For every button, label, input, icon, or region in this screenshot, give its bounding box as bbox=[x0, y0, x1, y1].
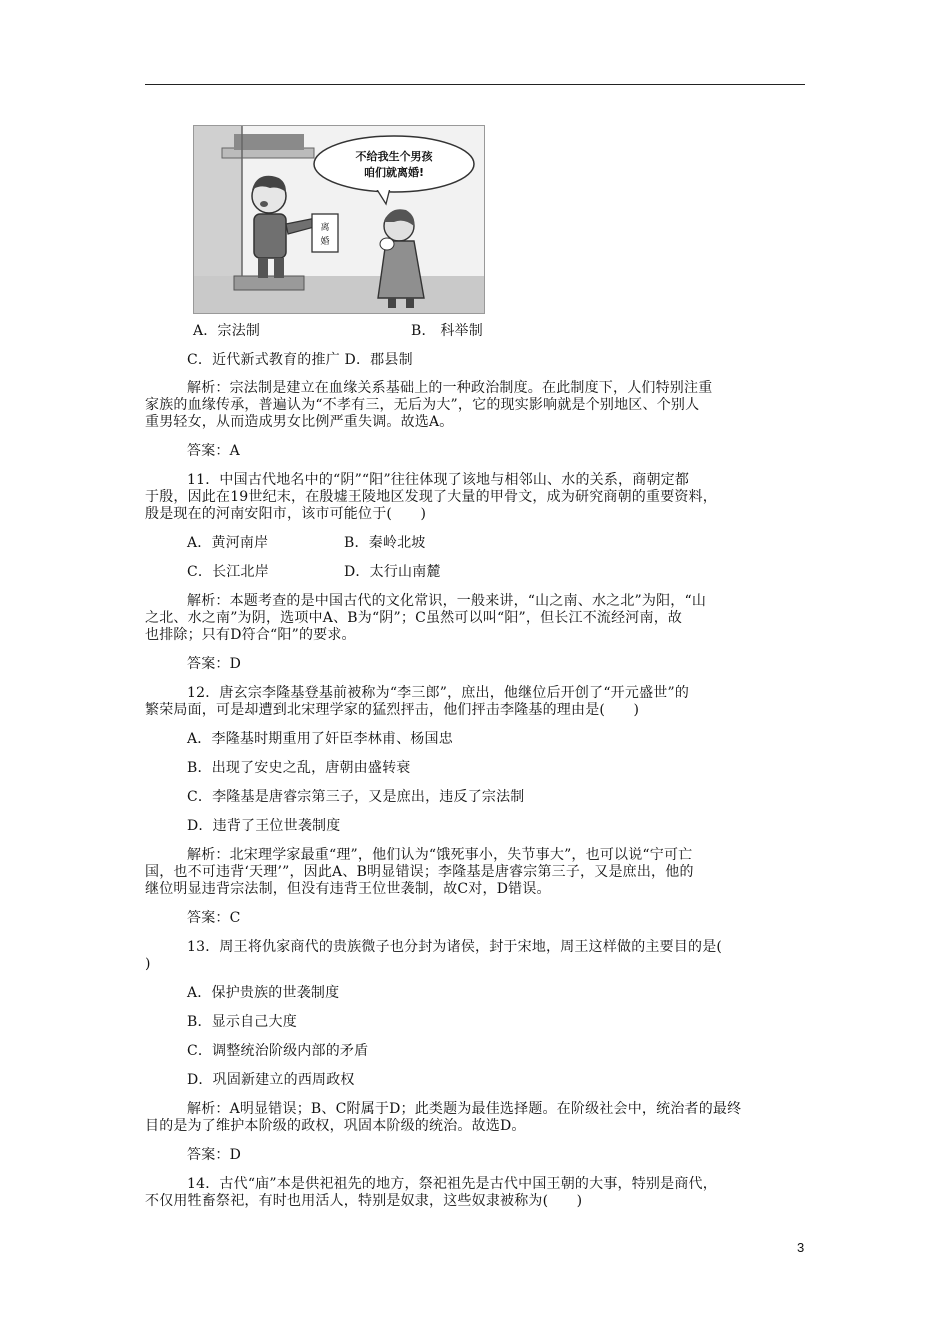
q11-option-d: D．太行山南麓 bbox=[344, 564, 441, 580]
q11-option-a: A．黄河南岸 bbox=[187, 535, 269, 551]
q10-analysis-line: 重男轻女，从而造成男女比例严重失调。故选A。 bbox=[145, 414, 454, 430]
q13-option-b: B．显示自己大度 bbox=[187, 1014, 297, 1030]
q13-option-d: D．巩固新建立的西周政权 bbox=[187, 1072, 355, 1088]
q13-analysis-line: 解析：A明显错误；B、C附属于D；此类题为最佳选择题。在阶级社会中，统治者的最终 bbox=[187, 1101, 742, 1117]
q10-answer: 答案：A bbox=[187, 443, 240, 459]
q10-option-c-d: C．近代新式教育的推广 D．郡县制 bbox=[187, 352, 413, 368]
q12-analysis-line: 解析：北宋理学家最重“理”，他们认为“饿死事小，失节事大”，也可以说“宁可亡 bbox=[187, 847, 693, 863]
q11-analysis-line: 之北、水之南”为阴，选项中A、B为“阴”；C虽然可以叫“阳”，但长江不流经河南，故 bbox=[145, 610, 683, 626]
q12-stem-line: 12．唐玄宗李隆基登基前被称为“李三郎”，庶出，他继位后开创了“开元盛世”的 bbox=[187, 685, 690, 701]
svg-text:婚: 婚 bbox=[320, 237, 330, 247]
q10-analysis-line: 解析：宗法制是建立在血缘关系基础上的一种政治制度。在此制度下，人们特别注重 bbox=[187, 380, 713, 396]
q14-stem-line: 14．古代“庙”本是供祀祖先的地方，祭祀祖先是古代中国王朝的大事，特别是商代， bbox=[187, 1176, 717, 1192]
header-rule bbox=[145, 84, 805, 85]
q13-option-a: A．保护贵族的世袭制度 bbox=[187, 985, 340, 1001]
q12-analysis-line: 国，也不可违背‘天理’”，因此A、B明显错误；李隆基是唐睿宗第三子，又是庶出，他的 bbox=[145, 864, 694, 880]
svg-text:不给我生个男孩: 不给我生个男孩 bbox=[355, 150, 433, 163]
q10-option-b: B． 科举制 bbox=[411, 323, 483, 339]
q11-analysis-line: 解析：本题考查的是中国古代的文化常识，一般来讲，“山之南、水之北”为阳，“山 bbox=[187, 593, 707, 609]
q11-stem-line: 于殷，因此在19世纪末，在殷墟王陵地区发现了大量的甲骨文，成为研究商朝的重要资料， bbox=[145, 489, 718, 505]
page-number: 3 bbox=[797, 1240, 805, 1255]
q14-stem-line: 不仅用牲畜祭祀，有时也用活人，特别是奴隶，这些奴隶被称为( ) bbox=[145, 1193, 583, 1209]
q13-option-c: C．调整统治阶级内部的矛盾 bbox=[187, 1043, 369, 1059]
q10-analysis-line: 家族的血缘传承，普遍认为“不孝有三，无后为大”，它的现实影响就是个别地区、个别人 bbox=[145, 397, 700, 413]
svg-text:离: 离 bbox=[320, 223, 330, 233]
q12-option-b: B．出现了安史之乱，唐朝由盛转衰 bbox=[187, 760, 411, 776]
speech-bubble bbox=[314, 136, 474, 192]
svg-text:咱们就离婚!: 咱们就离婚! bbox=[363, 166, 425, 179]
q10-option-a: A．宗法制 bbox=[193, 323, 261, 339]
q11-stem-line: 11．中国古代地名中的“阴”“阳”往往体现了该地与相邻山、水的关系，商朝定都 bbox=[187, 472, 690, 488]
q12-answer: 答案：C bbox=[187, 910, 241, 926]
q12-option-c: C．李隆基是唐睿宗第三子，又是庶出，违反了宗法制 bbox=[187, 789, 525, 805]
q11-option-b: B．秦岭北坡 bbox=[344, 535, 426, 551]
q12-option-d: D．违背了王位世袭制度 bbox=[187, 818, 341, 834]
q12-analysis-line: 继位明显违背宗法制，但没有违背王位世袭制，故C对，D错误。 bbox=[145, 881, 551, 897]
q11-answer: 答案：D bbox=[187, 656, 242, 672]
q11-analysis-line: 也排除；只有D符合“阳”的要求。 bbox=[145, 627, 356, 643]
q12-option-a: A．李隆基时期重用了奸臣李林甫、杨国忠 bbox=[187, 731, 453, 747]
q12-stem-line: 繁荣局面，可是却遭到北宋理学家的猛烈抨击，他们抨击李隆基的理由是( ) bbox=[145, 702, 640, 718]
q13-stem-line: ) bbox=[145, 956, 151, 972]
q13-answer: 答案：D bbox=[187, 1147, 242, 1163]
cartoon-illustration bbox=[193, 125, 485, 314]
q11-stem-line: 殷是现在的河南安阳市，该市可能位于( ) bbox=[145, 506, 427, 522]
q11-option-c: C．长江北岸 bbox=[187, 564, 269, 580]
q13-analysis-line: 目的是为了维护本阶级的政权，巩固本阶级的统治。故选D。 bbox=[145, 1118, 526, 1134]
q13-stem-line: 13．周王将仇家商代的贵族微子也分封为诸侯，封于宋地，周王这样做的主要目的是( bbox=[187, 939, 723, 955]
